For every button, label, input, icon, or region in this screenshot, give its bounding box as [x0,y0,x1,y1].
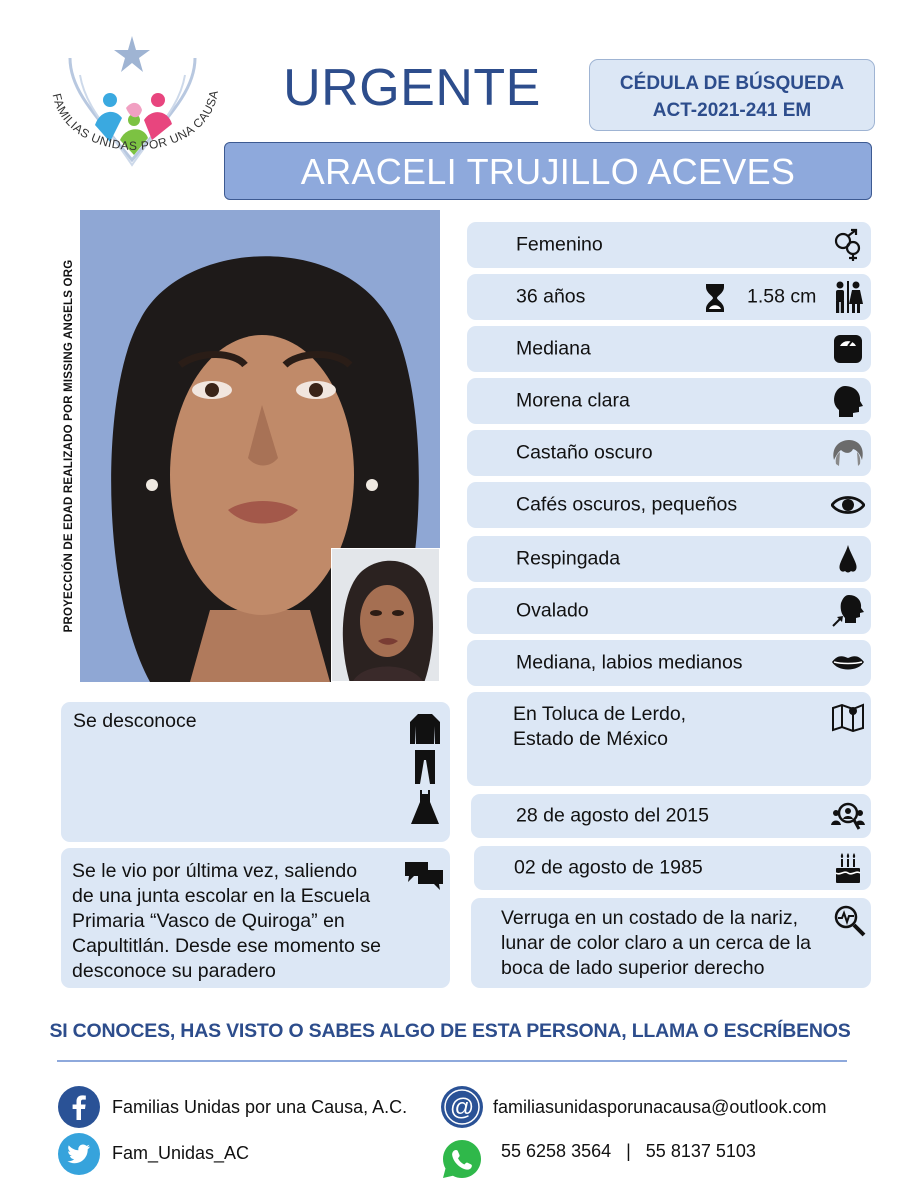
sex-value: Femenino [516,233,603,256]
circumstances-line-1: Se le vio por última vez, saliendo [72,860,358,882]
location-row [467,692,871,786]
birth-date-row [474,846,871,890]
missing-date-row [471,794,871,838]
magnifier-pulse-icon [833,904,867,938]
height-value: 1.58 cm [747,285,817,308]
hair-row [467,430,871,476]
svg-text:@: @ [449,1094,475,1121]
search-people-icon [831,799,865,833]
twitter-handle[interactable]: Fam_Unidas_AC [112,1143,250,1163]
sex-row [467,222,871,268]
lips-icon [831,646,865,680]
height-icon [831,280,865,314]
face-row [467,588,871,634]
location-line-2: Estado de México [513,728,669,750]
hourglass-icon [703,282,727,314]
phone-numbers[interactable]: 55 6258 3564 | 55 8137 5103 [501,1141,756,1161]
location-line-1: En Toluca de Lerdo, [513,703,687,725]
search-id-title: CÉDULA DE BÚSQUEDA [619,73,845,94]
clothes-icon [408,712,442,826]
eyes-row [467,482,871,528]
marks-line-1: Verruga en un costado de la nariz, [501,907,799,929]
nose-value: Respingada [516,547,621,570]
scale-icon [831,332,865,366]
divider-line [57,1060,847,1062]
photo-caption [58,210,80,682]
map-icon [831,702,865,732]
clothing-value: Se desconoce [73,710,197,732]
skin-value: Morena clara [516,389,630,412]
nose-icon [831,542,865,576]
search-id-box [589,59,875,131]
hair-icon [831,436,865,470]
organization-logo [40,30,230,200]
build-value: Mediana [516,337,591,360]
mouth-value: Mediana, labios medianos [516,651,743,674]
email-address[interactable]: familiasunidasporunacausa@outlook.com [493,1097,827,1117]
age-height-row [467,274,871,320]
hair-value: Castaño oscuro [516,441,653,464]
circumstances-line-2: de una junta escolar en la Escuela [72,885,371,907]
whatsapp-icon[interactable] [441,1138,483,1180]
face-icon [831,594,865,628]
missing-date-value: 28 de agosto del 2015 [516,804,710,827]
head-profile-icon [831,384,865,418]
marks-line-2: lunar de color claro a un cerca de la [501,932,812,954]
circumstances-line-4: Capultitlán. Desde ese momento se [72,935,381,957]
circumstances-line-5: desconoce su paradero [72,960,276,982]
age-value: 36 años [516,285,586,308]
circumstances-line-3: Primaria “Vasco de Quiroga” en [72,910,345,932]
clothing-box [61,702,450,842]
reference-photo [331,548,440,682]
chat-icon [404,860,444,890]
gender-icon [831,228,865,262]
birthday-cake-icon [831,851,865,885]
logo-text: FAMILIAS UNIDAS POR UNA CAUSA [49,89,221,154]
facebook-icon[interactable] [58,1086,100,1128]
facebook-handle[interactable]: Familias Unidas por una Causa, A.C. [112,1097,408,1117]
marks-line-3: boca de lado superior derecho [501,957,765,979]
mouth-row [467,640,871,686]
build-row [467,326,871,372]
urgent-heading: URGENTE [283,59,541,117]
face-value: Ovalado [516,599,589,622]
circumstances-box [61,848,450,988]
photo-caption-text: PROYECCIÓN DE EDAD REALIZADO POR MISSING ANGELS ORG [63,259,75,633]
email-icon[interactable] [441,1086,483,1128]
call-to-action: SI CONOCES, HAS VISTO O SABES ALGO DE ESTA PERSONA, LLAMA O ESCRÍBENOS [49,1020,851,1042]
search-id-code: ACT-2021-241 EM [652,100,812,121]
twitter-icon[interactable] [58,1133,100,1175]
birth-date-value: 02 de agosto de 1985 [514,856,703,879]
missing-person-name: ARACELI TRUJILLO ACEVES [224,142,872,200]
nose-row [467,536,871,582]
marks-row [471,898,871,988]
eyes-value: Cafés oscuros, pequeños [516,493,738,516]
eye-icon [831,488,865,522]
skin-row [467,378,871,424]
